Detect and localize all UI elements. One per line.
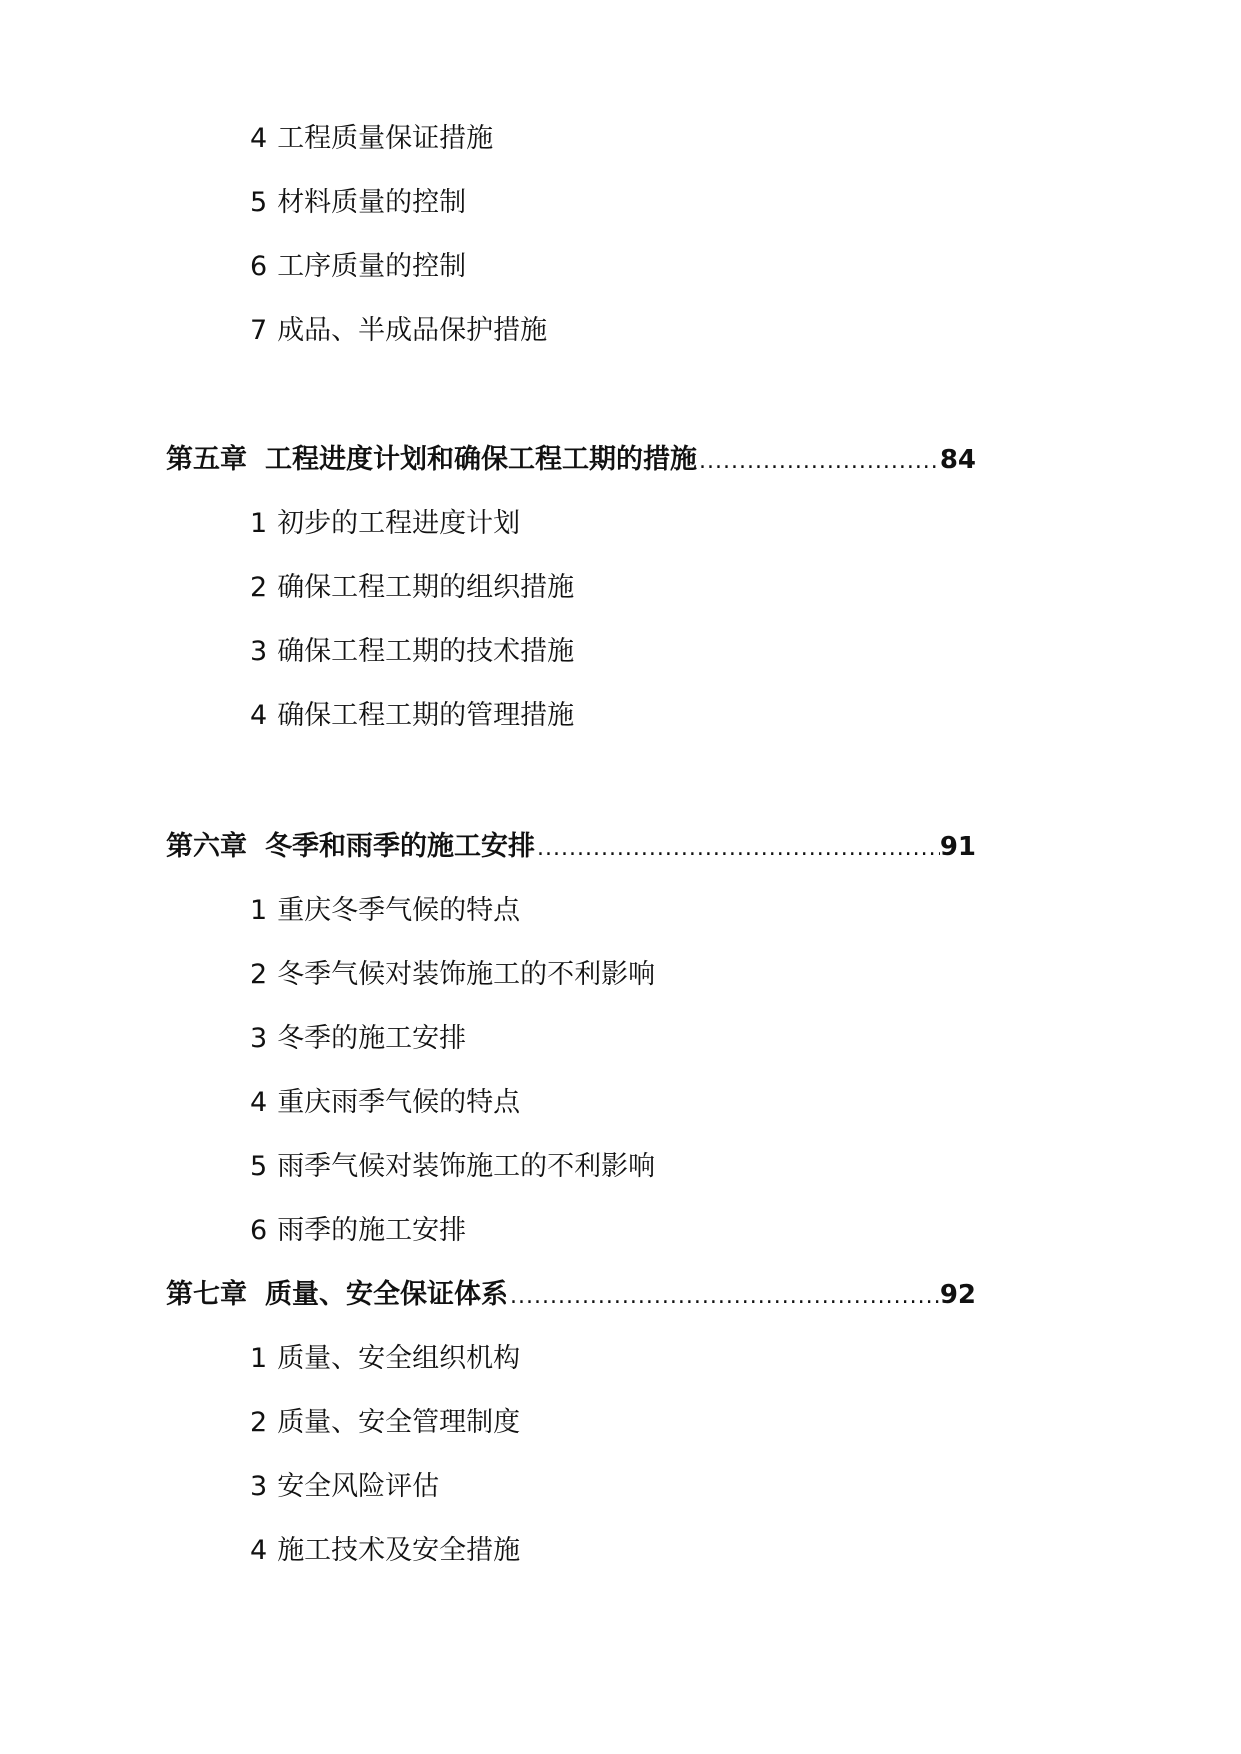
toc-item-number: 2 [250,1407,268,1438]
toc-item[interactable] [250,1409,520,1436]
toc-item[interactable] [250,1153,655,1180]
toc-item-number: 4 [250,700,268,731]
toc-item-text: 质量、安全组织机构 [277,1343,521,1374]
toc-item[interactable] [250,125,493,152]
toc-item[interactable] [250,1089,520,1116]
toc-item-number: 3 [250,636,268,667]
toc-item-number: 6 [250,251,268,282]
toc-item-text: 确保工程工期的管理措施 [277,700,575,731]
dot-leader [697,451,940,473]
toc-item-text: 冬季的施工安排 [277,1023,467,1054]
toc-item-number: 7 [250,315,268,346]
toc-item-number: 6 [250,1215,268,1246]
toc-item-number: 3 [250,1471,268,1502]
toc-item[interactable] [250,253,466,280]
toc-item-text: 施工技术及安全措施 [277,1535,521,1566]
toc-chapter-7[interactable] [166,1281,976,1308]
chapter-label: 第六章 [166,831,247,862]
toc-item-number: 2 [250,959,268,990]
toc-item-number: 5 [250,187,268,218]
toc-item[interactable] [250,1345,520,1372]
chapter-title: 工程进度计划和确保工程工期的措施 [265,444,697,475]
toc-item-text: 成品、半成品保护措施 [277,315,548,346]
toc-item-text: 工程质量保证措施 [277,123,494,154]
chapter-title: 质量、安全保证体系 [265,1279,508,1310]
toc-item-number: 1 [250,508,268,539]
toc-chapter-6[interactable] [166,833,976,860]
chapter-label: 第五章 [166,444,247,475]
toc-item[interactable] [250,1473,439,1500]
toc-item-text: 初步的工程进度计划 [277,508,521,539]
toc-item[interactable] [250,574,574,601]
toc-item[interactable] [250,961,655,988]
toc-item-number: 1 [250,1343,268,1374]
toc-item-number: 4 [250,123,268,154]
toc-item[interactable] [250,1025,466,1052]
toc-item-text: 重庆冬季气候的特点 [277,895,521,926]
toc-item[interactable] [250,702,574,729]
toc-item-text: 质量、安全管理制度 [277,1407,521,1438]
toc-item-number: 2 [250,572,268,603]
toc-item-number: 5 [250,1151,268,1182]
toc-item[interactable] [250,897,520,924]
toc-item-number: 4 [250,1535,268,1566]
dot-leader [535,838,940,860]
toc-item-text: 雨季的施工安排 [277,1215,467,1246]
chapter-page-number: 91 [939,832,976,862]
toc-item-number: 3 [250,1023,268,1054]
chapter-label: 第七章 [166,1279,247,1310]
toc-item-text: 工序质量的控制 [277,251,467,282]
toc-item[interactable] [250,189,466,216]
chapter-page-number: 92 [939,1280,976,1310]
toc-item-text: 确保工程工期的技术措施 [277,636,575,667]
toc-item-number: 4 [250,1087,268,1118]
toc-item-text: 材料质量的控制 [277,187,467,218]
toc-item[interactable] [250,510,520,537]
toc-item-text: 确保工程工期的组织措施 [277,572,575,603]
chapter-title: 冬季和雨季的施工安排 [265,831,535,862]
toc-chapter-5[interactable] [166,446,976,473]
toc-item-text: 雨季气候对装饰施工的不利影响 [277,1151,656,1182]
toc-item-text: 重庆雨季气候的特点 [277,1087,521,1118]
toc-item[interactable] [250,1537,520,1564]
chapter-page-number: 84 [939,445,976,475]
toc-item-text: 冬季气候对装饰施工的不利影响 [277,959,656,990]
toc-item[interactable] [250,317,547,344]
toc-item[interactable] [250,1217,466,1244]
toc-item[interactable] [250,638,574,665]
toc-item-number: 1 [250,895,268,926]
toc-item-text: 安全风险评估 [277,1471,440,1502]
dot-leader [508,1286,940,1308]
